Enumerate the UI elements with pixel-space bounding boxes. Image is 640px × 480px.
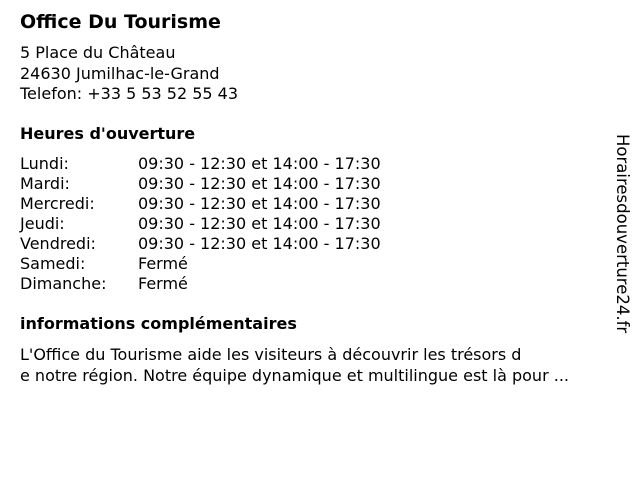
street-address: 5 Place du Château bbox=[20, 43, 176, 62]
hours-time-value: 09:30 - 12:30 et 14:00 - 17:30 bbox=[138, 154, 381, 173]
hours-day-label: Jeudi: bbox=[20, 214, 65, 233]
hours-row-friday bbox=[20, 234, 381, 254]
additional-info-heading: informations complémentaires bbox=[20, 314, 297, 333]
hours-day-label: Samedi: bbox=[20, 254, 86, 273]
hours-row-wednesday bbox=[20, 194, 381, 214]
opening-hours-heading: Heures d'ouverture bbox=[20, 124, 196, 143]
opening-hours-table bbox=[20, 154, 381, 294]
hours-day-label: Mardi: bbox=[20, 174, 70, 193]
hours-day-label: Dimanche: bbox=[20, 274, 107, 293]
phone-number: Telefon: +33 5 53 52 55 43 bbox=[20, 84, 239, 103]
hours-day-label: Mercredi: bbox=[20, 194, 95, 213]
description-line: e notre région. Notre équipe dynamique et multilingue est là pour ... bbox=[20, 366, 569, 385]
hours-time-value: 09:30 - 12:30 et 14:00 - 17:30 bbox=[138, 234, 381, 253]
hours-time-value: Fermé bbox=[138, 254, 188, 273]
description-line: L'Office du Tourisme aide les visiteurs à découvrir les trésors d bbox=[20, 345, 522, 364]
hours-day-label: Lundi: bbox=[20, 154, 69, 173]
hours-time-value: Fermé bbox=[138, 274, 188, 293]
page-title: Office Du Tourisme bbox=[20, 11, 221, 33]
city-address: 24630 Jumilhac-le-Grand bbox=[20, 63, 220, 83]
hours-time-value: 09:30 - 12:30 et 14:00 - 17:30 bbox=[138, 214, 381, 233]
additional-info-text bbox=[20, 344, 620, 386]
hours-row-monday bbox=[20, 154, 381, 174]
hours-time-value: 09:30 - 12:30 et 14:00 - 17:30 bbox=[138, 194, 381, 213]
address-block bbox=[20, 43, 238, 105]
hours-time-value: 09:30 - 12:30 et 14:00 - 17:30 bbox=[138, 174, 381, 193]
hours-row-sunday bbox=[20, 274, 381, 294]
hours-day-label: Vendredi: bbox=[20, 234, 96, 253]
hours-row-thursday bbox=[20, 214, 381, 234]
hours-row-tuesday bbox=[20, 174, 381, 194]
hours-row-saturday bbox=[20, 254, 381, 274]
site-watermark: Horairesdouverture24.fr bbox=[613, 134, 632, 334]
